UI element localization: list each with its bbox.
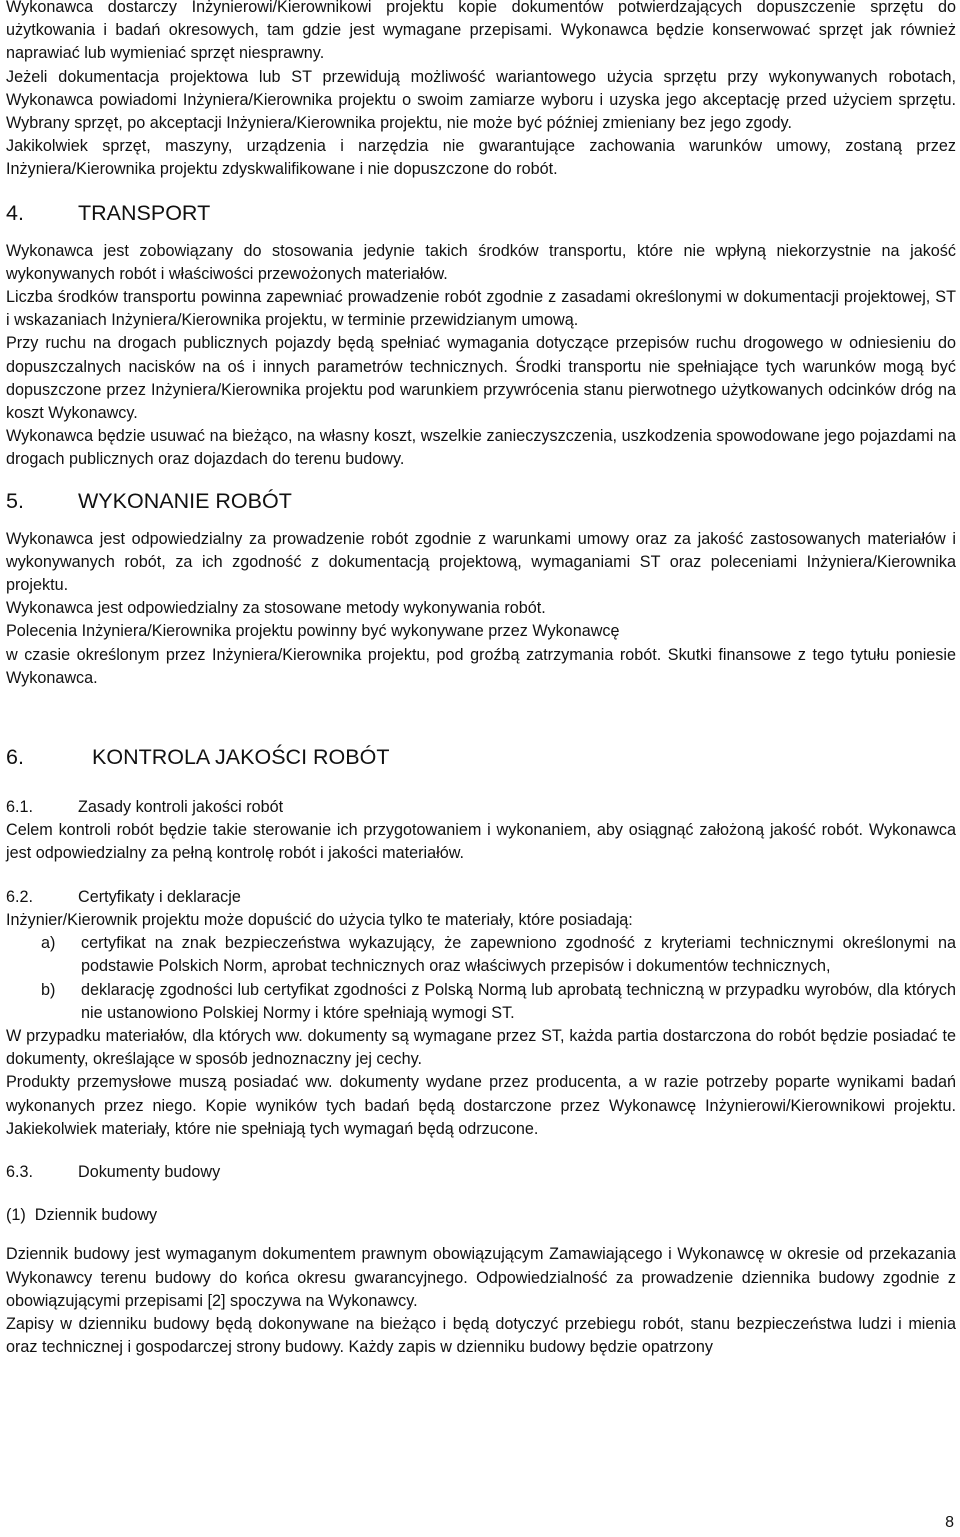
section-title: WYKONANIE ROBÓT	[78, 488, 292, 513]
paragraph: Inżynier/Kierownik projektu może dopuścić do użycia tylko te materiały, które posiadają:	[6, 910, 633, 929]
paragraph: Celem kontroli robót będzie takie sterowanie ich przygotowaniem i wykonaniem, aby osiągnąć założoną jakość robót. Wykonawca jest odpowiedzialny za pełną kontrolę robót i jakości materiałów.	[6, 821, 956, 863]
paragraph: Wykonawca dostarczy Inżynierowi/Kierownikowi projektu kopie dokumentów potwierdzających dopuszczenie sprzętu do użytkowania i badań okresowych, tam gdzie jest wymagane przepisami. Wykonawca będzie konserwować sprzęt jak również naprawiać lub wymieniać sprzęt niesprawny.	[6, 0, 956, 63]
section-heading-kontrola-jakosci	[6, 744, 956, 770]
paragraph: W przypadku materiałów, dla których ww. dokumenty są wymagane przez ST, każda partia dostarczona do robót będzie posiadać te dokumenty, określające w sposób jednoznaczny jej cechy.	[6, 1026, 956, 1069]
list-item	[6, 979, 956, 1025]
paragraph: Wykonawca jest odpowiedzialny za prowadzenie robót zgodnie z warunkami umowy oraz za jakość zastosowanych materiałów i wykonywanych robót, za ich zgodność z dokumentacją projektową, wymaganiami ST oraz poleceniami Inżyniera/Kierownika projektu.	[6, 529, 956, 595]
section-title: KONTROLA JAKOŚCI ROBÓT	[92, 745, 390, 770]
subsection-title: Zasady kontroli jakości robót	[78, 798, 284, 817]
section-heading-wykonanie-robot	[6, 488, 956, 514]
section-number: 4.	[6, 200, 24, 225]
list-marker: b)	[41, 980, 56, 999]
subsection-heading-6-2	[6, 886, 956, 909]
paragraph: Wykonawca będzie usuwać na bieżąco, na własny koszt, wszelkie zanieczyszczenia, uszkodzenia spowodowane jego pojazdami na drogach publicznych oraz dojazdach do terenu budowy.	[6, 427, 956, 469]
subsection-number: 6.2.	[6, 887, 34, 906]
subsection-heading-6-1	[6, 796, 956, 819]
paragraph: Wykonawca jest odpowiedzialny za stosowane metody wykonywania robót.	[6, 599, 546, 618]
paragraph: Przy ruchu na drogach publicznych pojazdy będą spełniać wymagania dotyczące przepisów ruchu drogowego w odniesieniu do dopuszczalnych nacisków na oś i innych parametrów technicznych. Środki transportu nie spełniające tych warunków mogą być dopuszczone przez Inżyniera/Kierownika projektu pod warunkiem przywrócenia stanu pierwotnego użytkowanych odcinków dróg na koszt Wykonawcy.	[6, 334, 956, 423]
paragraph: w czasie określonym przez Inżyniera/Kierownika projektu, pod groźbą zatrzymania robót. Skutki finansowe z tego tytułu poniesie Wykonawca.	[6, 645, 956, 687]
document-page	[6, 0, 956, 1359]
subsection-number: 6.1.	[6, 798, 34, 817]
list-marker: a)	[41, 934, 56, 953]
page-number: 8	[945, 1514, 954, 1531]
paragraph: Wykonawca jest zobowiązany do stosowania jedynie takich środków transportu, które nie wpłyną niekorzystnie na jakość wykonywanych robót i właściwości przewożonych materiałów.	[6, 241, 956, 283]
section-title: TRANSPORT	[78, 200, 211, 225]
subsection-label: (1) Dziennik budowy	[6, 1206, 158, 1225]
paragraph: Polecenia Inżyniera/Kierownika projektu powinny być wykonywane przez Wykonawcę	[6, 622, 620, 641]
subsection-title: Certyfikaty i deklaracje	[78, 887, 241, 906]
subsection-heading-6-3	[6, 1161, 956, 1184]
section-number: 6.	[6, 745, 24, 770]
subsection-title: Dokumenty budowy	[78, 1162, 221, 1181]
paragraph: Dziennik budowy jest wymaganym dokumentem prawnym obowiązującym Zamawiającego i Wykonawcę w okresie od przekazania Wykonawcy terenu budowy do końca okresu gwarancyjnego. Odpowiedzialność za prowadzenie dziennika budowy zgodnie z obowiązującymi przepisami [2] spoczywa na Wykonawcy.	[6, 1245, 956, 1310]
paragraph: Produkty przemysłowe muszą posiadać ww. dokumenty wydane przez producenta, a w razie potrzeby poparte wynikami badań wykonanych przez niego. Kopie wyników tych badań będą dostarczone przez Wykonawcę Inżynierowi/Kierownikowi projektu. Jakiekolwiek materiały, które nie spełniają tych wymagań będą odrzucone.	[6, 1073, 956, 1138]
paragraph: Jeżeli dokumentacja projektowa lub ST przewidują możliwość wariantowego użycia sprzętu przy wykonywanych robotach, Wykonawca powiadomi Inżyniera/Kierownika projektu o swoim zamiarze wyboru i uzyska jego akceptację przed użyciem sprzętu. Wybrany sprzęt, po akceptacji Inżyniera/Kierownika projektu, nie może być później zmieniany bez jego zgody.	[6, 67, 956, 133]
paragraph: Jakikolwiek sprzęt, maszyny, urządzenia i narzędzia nie gwarantujące zachowania warunków umowy, zostaną przez Inżyniera/Kierownika projektu zdyskwalifikowane i nie dopuszczone do robót.	[6, 137, 956, 179]
list-item-text: certyfikat na znak bezpieczeństwa wykazujący, że zapewniono zgodność z kryteriami technicznymi określonymi na podstawie Polskich Norm, aprobat technicznych oraz właściwych przepisów i dokumentów technicznych,	[81, 934, 956, 976]
subsection-number: 6.3.	[6, 1162, 34, 1181]
section-heading-transport	[6, 200, 956, 226]
paragraph: Liczba środków transportu powinna zapewniać prowadzenie robót zgodnie z zasadami określonymi w dokumentacji projektowej, ST i wskazaniach Inżyniera/Kierownika projektu, w terminie przewidzianym umową.	[6, 288, 956, 330]
paragraph: Zapisy w dzienniku budowy będą dokonywane na bieżąco i będą dotyczyć przebiegu robót, stanu bezpieczeństwa ludzi i mienia oraz technicznej i gospodarczej strony budowy. Każdy zapis w dzienniku budowy będzie opatrzony	[6, 1314, 956, 1357]
list-item-text: deklarację zgodności lub certyfikat zgodności z Polską Normą lub aprobatą techniczną w przypadku wyrobów, dla których nie ustanowiono Polskiej Normy i które spełniają wymogi ST.	[81, 980, 956, 1022]
section-number: 5.	[6, 488, 24, 513]
list-item	[6, 932, 956, 978]
